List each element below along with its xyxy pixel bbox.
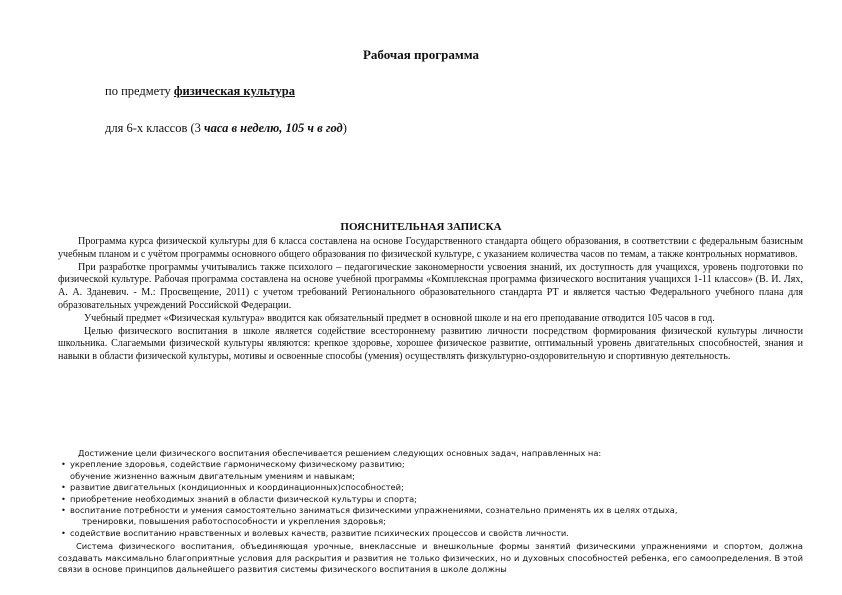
paragraph-goal: Целью физического воспитания в школе является содействие всестороннему развитию личности посредством формирования физической культуры личности школьника. Слагаемыми физической культуры являются: крепкое здоровье, хорошее физическое развитие, оптимальный уровень двигательных способностей, знания и навыки в области физической культуры, мотивы и освоенные способы (умения) осуществлять физкультурно-оздоровительную и спортивную деятельность. <box>58 325 803 363</box>
task-text: приобретение необходимых знаний в области физической культуры и спорта; <box>70 493 417 504</box>
task-text: развитие двигательных (кондиционных и координационных)способностей; <box>70 482 404 493</box>
grade-suffix: ) <box>342 121 347 135</box>
grade-line <box>105 121 347 136</box>
bullet-icon: • <box>61 527 66 538</box>
tasks-section <box>58 448 803 575</box>
task-continuation: тренировки, повышения работоспособности и укрепления здоровья; <box>82 516 386 527</box>
grade-hours: часа в неделю, 105 ч в год <box>204 121 343 135</box>
list-item-continuation <box>58 471 803 482</box>
task-continuation: обучение жизненно важным двигательным умениям и навыкам; <box>70 470 355 481</box>
explanatory-note-body <box>58 236 803 364</box>
list-item <box>58 459 803 470</box>
bullet-icon: • <box>61 482 66 493</box>
task-text: содействие воспитанию нравственных и волевых качеств, развитие психических процессов и свойств личности. <box>70 527 569 538</box>
bullet-icon: • <box>61 505 66 516</box>
bullet-icon: • <box>61 493 66 504</box>
grade-prefix: для 6-х классов (3 <box>105 121 205 135</box>
list-item <box>58 505 803 516</box>
paragraph-course-basis: Программа курса физической культуры для 6 класса составлена на основе Государственного стандарта общего образования, в соответствии с федеральным базисным учебным планом и с учётом программы основного общего образования по физической культуре, с указанием количества часов по темам, а также контрольных нормативов. <box>58 236 803 260</box>
subject-prefix: по предмету <box>105 84 174 98</box>
task-text: укрепление здоровья, содействие гармоническому физическому развитию; <box>70 459 405 470</box>
document-title: Рабочая программа <box>362 47 480 62</box>
list-item <box>58 494 803 505</box>
bullet-icon: • <box>61 459 66 470</box>
paragraph-development: При разработке программы учитывались также психолого – педагогические закономерности усвоения знаний, их доступность для учащихся, уровень подготовки по физической культуре. Рабочая программа составлена на основе учебной программы «Комплексная программа физического воспитания учащихся 1-11 классов» (В. И. Лях, А. А. Зданевич. - М.: Просвещение, 2011) с учетом требований Регионального образовательного стандарта РТ и является частью Федерального учебного плана для образовательных учреждений Российской Федерации. <box>58 261 803 311</box>
explanatory-note-heading: ПОЯСНИТЕЛЬНАЯ ЗАПИСКА <box>340 221 502 233</box>
subject-value: физическая культура <box>173 84 295 98</box>
tasks-list <box>58 459 803 539</box>
tasks-intro: Достижение цели физического воспитания обеспечивается решением следующих основных задач, направленных на: <box>78 448 602 458</box>
task-text: воспитание потребности и умения самостоятельно заниматься физическими упражнениями, сознательно применять их в целях отдыха, <box>70 505 678 516</box>
list-item <box>58 482 803 493</box>
list-item <box>58 528 803 539</box>
list-item-continuation <box>58 516 803 527</box>
paragraph-subject-hours: Учебный предмет «Физическая культура» вводится как обязательный предмет в основной школе и на его преподавание отводится 105 часов в год. <box>84 312 715 324</box>
subject-line <box>105 84 295 99</box>
paragraph-system: Система физического воспитания, объединяющая урочные, внеклассные и внешкольные формы занятий физическими упражнениями и спортом, должна создавать максимально благоприятные условия для раскрытия и развития не только физических, но и духовных способностей ребенка, его самоопределения. В этой связи в основе принципов дальнейшего развития системы физического воспитания в школе должны <box>58 541 803 575</box>
